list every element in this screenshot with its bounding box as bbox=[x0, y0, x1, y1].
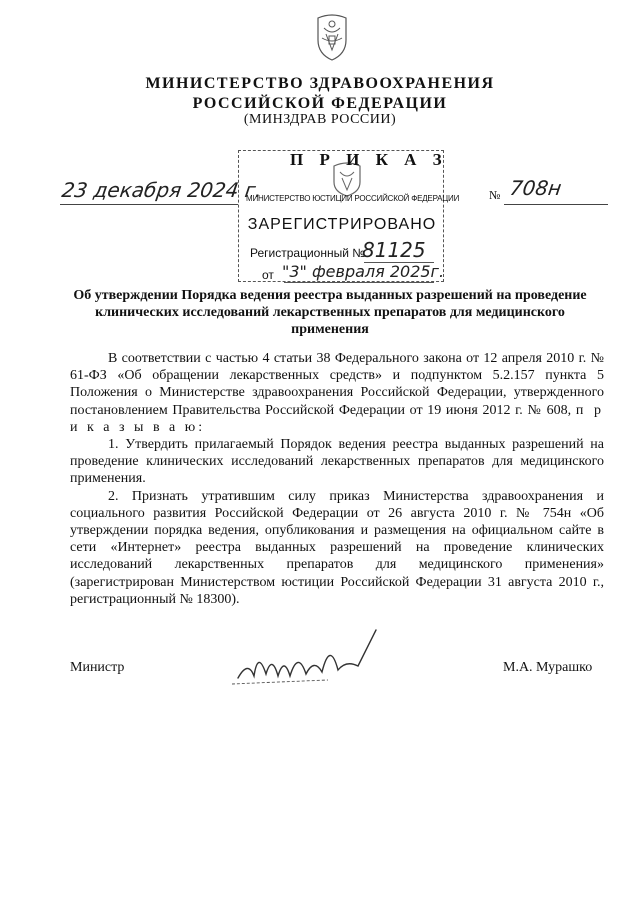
preamble-order-word: п р и к а з ы в а ю: bbox=[70, 402, 604, 435]
stamp-date: "3" февраля 2025г. bbox=[282, 262, 445, 281]
stamp-divider bbox=[284, 282, 434, 283]
handwritten-signature bbox=[218, 620, 398, 700]
paragraph-item-1: 1. Утвердить прилагаемый Порядок ведения реестра выданных разрешений на проведение клинических исследований лекарственных препаратов для медицинского применения. bbox=[70, 437, 604, 487]
paragraph-item-2: 2. Признать утратившим силу приказ Министерства здравоохранения и социального развития Российской Федерации от 26 августа 2010 г. № 754н «Об утверждении порядка ведения, опубликования и размещения на официальном сайте в сети «Интернет» реестра выданных разрешений на проведение клинических исследований лекарственных препаратов для медицинского применения» (зарегистрирован Министерством юстиции Российской Федерации 31 августа 2010 г., регистрационный № 18300). bbox=[70, 488, 604, 607]
stamp-status: ЗАРЕГИСТРИРОВАНО bbox=[247, 216, 437, 233]
signer-title: Министр bbox=[70, 660, 125, 675]
date-underline bbox=[60, 204, 238, 205]
stamp-date-prefix: от bbox=[262, 268, 274, 282]
order-date: 23 декабря 2024 г. bbox=[60, 178, 264, 202]
stamp-org: МИНИСТЕРСТВО ЮСТИЦИИ РОССИЙСКОЙ ФЕДЕРАЦИИ bbox=[246, 194, 460, 203]
number-sign: № bbox=[489, 188, 501, 202]
preamble-text: В соответствии с частью 4 статьи 38 Федерального закона от 12 апреля 2010 г. № 61-ФЗ «Об обращении лекарственных средств» и подпунктом 5.2.157 пункта 5 Положения о Министерстве здравоохранения Российской Федерации, утвержденного постановлением Правительства Российской Федерации от 19 июня 2012 г. № 608, bbox=[70, 351, 604, 418]
coat-of-arms-icon bbox=[312, 10, 352, 62]
ministry-short-name: (МИНЗДРАВ РОССИИ) bbox=[243, 112, 397, 127]
ministry-name-line1: МИНИСТЕРСТВО ЗДРАВООХРАНЕНИЯ bbox=[145, 75, 495, 92]
paragraph-preamble bbox=[70, 350, 604, 436]
stamp-reg-label: Регистрационный № bbox=[250, 246, 366, 260]
ministry-name-line2: РОССИЙСКОЙ ФЕДЕРАЦИИ bbox=[192, 95, 448, 112]
number-underline bbox=[504, 204, 608, 205]
document-body bbox=[70, 350, 604, 608]
order-number: 708н bbox=[508, 176, 563, 200]
signer-name: М.А. Мурашко bbox=[503, 660, 593, 675]
stamp-reg-number: 81125 bbox=[362, 238, 426, 262]
document-title: Об утверждении Порядка ведения реестра выданных разрешений на проведение клинических исследований лекарственных препаратов для медицинского применения bbox=[73, 288, 587, 337]
document-type: П Р И К А З bbox=[290, 150, 448, 169]
